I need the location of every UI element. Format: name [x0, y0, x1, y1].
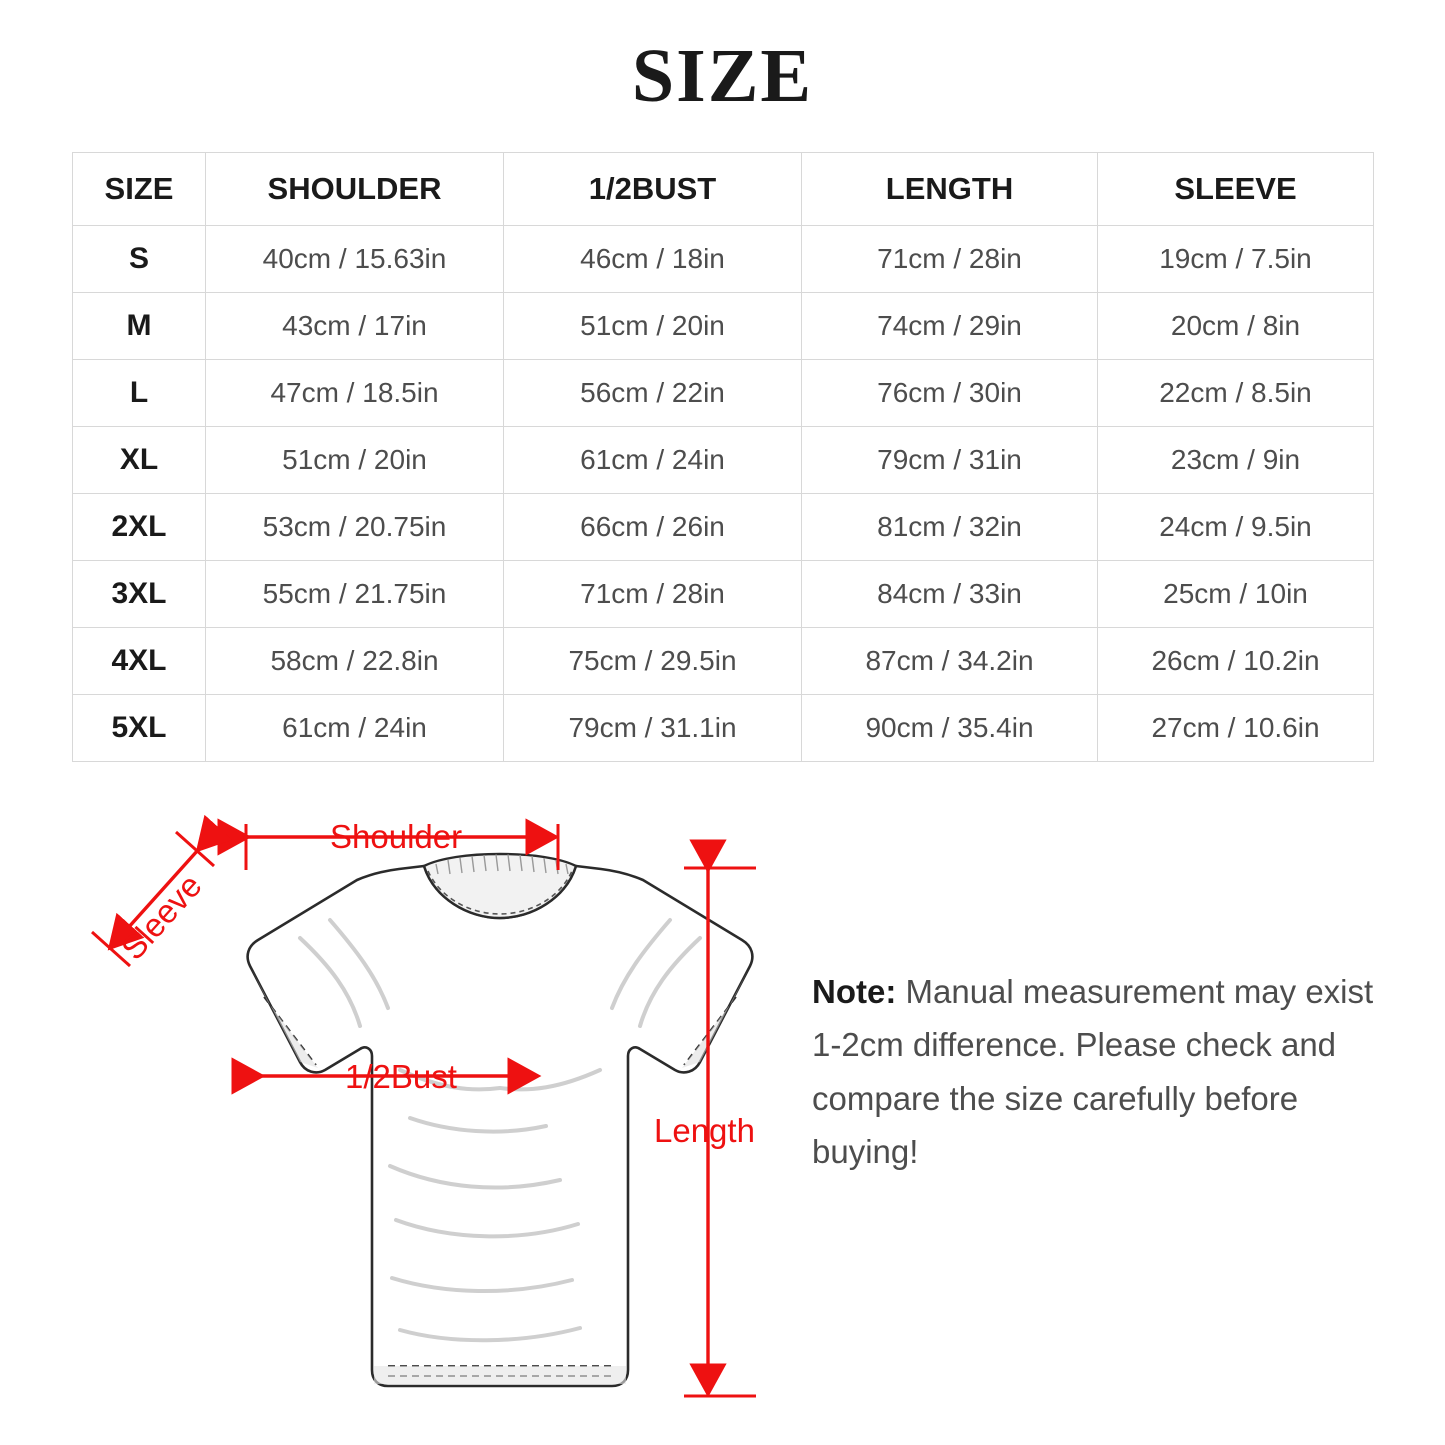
cell-size: 3XL: [73, 561, 206, 628]
size-table: [72, 152, 1374, 762]
note-block: [812, 965, 1392, 1179]
cell-bust: 46cm / 18in: [504, 226, 802, 293]
cell-size: 2XL: [73, 494, 206, 561]
table-row: [73, 494, 1374, 561]
table-row: [73, 695, 1374, 762]
page-title: SIZE: [631, 34, 814, 118]
table-row: [73, 427, 1374, 494]
cell-bust: 79cm / 31.1in: [504, 695, 802, 762]
column-header-sleeve: SLEEVE: [1098, 153, 1374, 226]
column-header-size: SIZE: [73, 153, 206, 226]
label-shoulder: Shoulder: [330, 818, 463, 855]
cell-size: M: [73, 293, 206, 360]
label-sleeve: Sleeve: [113, 866, 209, 967]
cell-shoulder: 53cm / 20.75in: [206, 494, 504, 561]
cell-length: 79cm / 31in: [802, 427, 1098, 494]
cell-length: 87cm / 34.2in: [802, 628, 1098, 695]
cell-sleeve: 25cm / 10in: [1098, 561, 1374, 628]
cell-sleeve: 22cm / 8.5in: [1098, 360, 1374, 427]
table-row: [73, 226, 1374, 293]
cell-bust: 75cm / 29.5in: [504, 628, 802, 695]
cell-shoulder: 43cm / 17in: [206, 293, 504, 360]
cell-length: 76cm / 30in: [802, 360, 1098, 427]
column-header-length: LENGTH: [802, 153, 1098, 226]
cell-shoulder: 51cm / 20in: [206, 427, 504, 494]
cell-shoulder: 55cm / 21.75in: [206, 561, 504, 628]
note-text: Manual measurement may exist 1-2cm difference. Please check and compare the size carefully before buying!: [812, 973, 1374, 1171]
cell-bust: 61cm / 24in: [504, 427, 802, 494]
cell-size: 4XL: [73, 628, 206, 695]
cell-size: S: [73, 226, 206, 293]
cell-shoulder: 47cm / 18.5in: [206, 360, 504, 427]
column-header-bust: 1/2BUST: [504, 153, 802, 226]
label-length: Length: [654, 1112, 755, 1149]
label-bust: 1/2Bust: [345, 1058, 457, 1095]
size-table-container: [72, 152, 1373, 762]
cell-sleeve: 26cm / 10.2in: [1098, 628, 1374, 695]
column-header-shoulder: SHOULDER: [206, 153, 504, 226]
cell-shoulder: 61cm / 24in: [206, 695, 504, 762]
table-row: [73, 360, 1374, 427]
cell-size: 5XL: [73, 695, 206, 762]
cell-bust: 66cm / 26in: [504, 494, 802, 561]
cell-length: 90cm / 35.4in: [802, 695, 1098, 762]
table-row: [73, 293, 1374, 360]
cell-sleeve: 24cm / 9.5in: [1098, 494, 1374, 561]
cell-size: L: [73, 360, 206, 427]
cell-bust: 71cm / 28in: [504, 561, 802, 628]
note-label: Note:: [812, 973, 897, 1010]
cell-length: 84cm / 33in: [802, 561, 1098, 628]
table-row: [73, 561, 1374, 628]
cell-shoulder: 58cm / 22.8in: [206, 628, 504, 695]
bottom-hem-shading: [374, 1366, 626, 1384]
cell-length: 74cm / 29in: [802, 293, 1098, 360]
cell-sleeve: 20cm / 8in: [1098, 293, 1374, 360]
cell-length: 81cm / 32in: [802, 494, 1098, 561]
table-row: [73, 628, 1374, 695]
table-header-row: [73, 153, 1374, 226]
cell-bust: 51cm / 20in: [504, 293, 802, 360]
cell-bust: 56cm / 22in: [504, 360, 802, 427]
cell-sleeve: 19cm / 7.5in: [1098, 226, 1374, 293]
cell-length: 71cm / 28in: [802, 226, 1098, 293]
cell-sleeve: 23cm / 9in: [1098, 427, 1374, 494]
cell-sleeve: 27cm / 10.6in: [1098, 695, 1374, 762]
cell-size: XL: [73, 427, 206, 494]
cell-shoulder: 40cm / 15.63in: [206, 226, 504, 293]
